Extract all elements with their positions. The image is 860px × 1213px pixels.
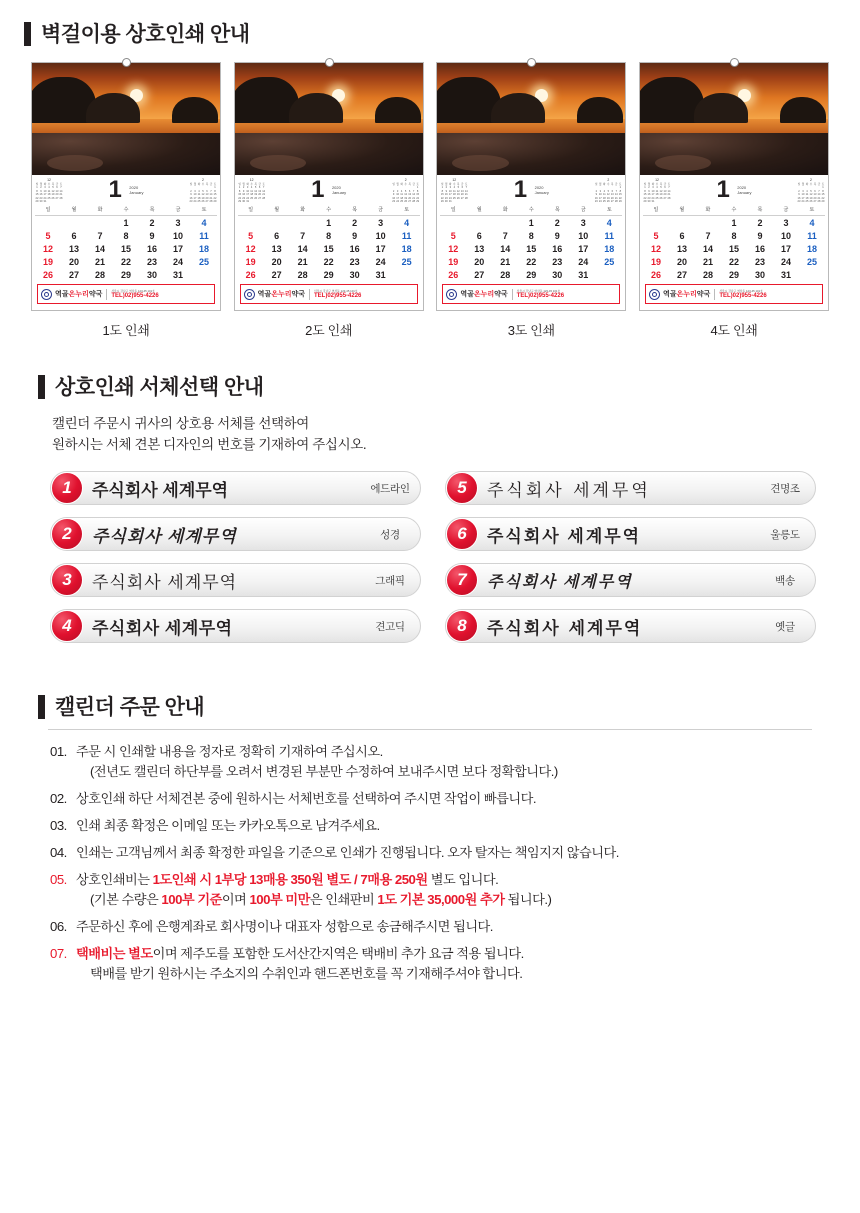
item-number: 02. <box>50 791 67 807</box>
item-text: 상호인쇄 하단 서체견본 중에 원하시는 서체번호를 선택하여 주시면 작업이 빠릅니다. <box>76 791 537 807</box>
calendar-sample-2 <box>234 62 424 339</box>
font-option-number: 2 <box>51 518 83 550</box>
pharmacy-logo-icon <box>446 289 457 300</box>
mini-month-prev: 12 일 월 화 수 목 금 토 1 2 3 4 5 6 7 8 9 10 11 12 13 14 15 16 17 18 19 20 21 22 23 24 25 26 27 28 29 30 31 <box>238 178 266 204</box>
item-sub-mid-1: 이며 <box>221 892 250 908</box>
item-subtext: 택배를 받기 원하시는 주소지의 수취인과 핸드폰번호를 꼭 기재해주셔야 합니다. <box>90 966 523 982</box>
company-name: 역골온누리약국 <box>257 291 306 299</box>
company-name: 역골온누리약국 <box>55 291 103 299</box>
company-address: 서울시 강남구 역삼동 123-45 101호 <box>719 288 763 293</box>
calendar-card <box>234 62 424 311</box>
font-option-3[interactable] <box>50 563 421 597</box>
sunset-photo <box>640 63 828 175</box>
calendar-sample-1 <box>31 62 221 339</box>
item-number: 07. <box>50 946 67 962</box>
font-option-number: 4 <box>51 610 83 642</box>
font-option-8[interactable] <box>445 609 816 643</box>
item-subtext: (전년도 캘린더 하단부를 오려서 변경된 부분만 수정하여 보내주시면 보다 정확합니다.) <box>90 764 558 780</box>
hanger-hole-icon <box>122 58 131 67</box>
company-tel: TEL)02)955-4226 <box>516 293 565 300</box>
sunset-photo <box>32 63 220 175</box>
section-title: 벽걸이용 상호인쇄 안내 <box>41 22 250 46</box>
font-option-number: 1 <box>51 472 83 504</box>
font-name-label: 에드라인 <box>370 482 410 495</box>
mini-month-prev: 12 일 월 화 수 목 금 토 1 2 3 4 5 6 7 8 9 10 11 12 13 14 15 16 17 18 19 20 21 22 23 24 25 26 27 28 29 30 31 <box>643 178 671 204</box>
mini-month-next: 2 일 월 화 수 목 금 토 1 2 3 4 5 6 7 8 9 10 11 12 13 14 15 16 17 18 19 20 21 22 23 24 25 26 27 28 29 <box>594 178 622 204</box>
company-imprint-box <box>442 284 620 304</box>
font-sample-text: 주식회사 세계무역 <box>92 526 237 546</box>
company-name: 역골온누리약국 <box>662 291 711 299</box>
item-number: 01. <box>50 744 67 760</box>
font-selection-section <box>24 339 836 643</box>
company-tel: TEL)02)955-4226 <box>111 293 159 300</box>
company-tel: TEL)02)955-4226 <box>314 293 362 300</box>
hanger-hole-icon <box>325 58 334 67</box>
item-sub-highlight-1: 100부 기준 <box>161 892 222 908</box>
item-text: 주문하신 후에 은행계좌로 회사명이나 대표자 성함으로 송금해주시면 됩니다. <box>76 919 493 935</box>
font-options-grid <box>38 455 822 643</box>
font-name-label: 견명조 <box>770 482 800 495</box>
item-text-highlight: 택배비는 별도 <box>76 946 153 962</box>
company-name: 역골온누리약국 <box>460 291 508 299</box>
font-name-label: 백송 <box>775 574 795 587</box>
order-guide-item-7 <box>50 944 812 984</box>
font-option-7[interactable] <box>445 563 816 597</box>
mini-month-next: 2 일 월 화 수 목 금 토 1 2 3 4 5 6 7 8 9 10 11 12 13 14 15 16 17 18 19 20 21 22 23 24 25 26 27 28 29 <box>189 178 217 204</box>
order-guide-item-4 <box>50 843 812 863</box>
section-heading-wall-calendar <box>24 0 836 46</box>
item-text-prefix: 상호인쇄비는 <box>76 872 153 888</box>
order-guide-item-2 <box>50 789 812 809</box>
calendar-body <box>235 175 423 310</box>
month-grid: 일 월 화 수 목 금 토 1 2 3 4 5 6 7 8 9 10 11 12 13 14 15 16 17 18 19 20 21 22 23 24 25 26 27 28 29 30 31 <box>440 205 622 281</box>
sunset-photo <box>235 63 423 175</box>
font-option-number: 5 <box>446 472 478 504</box>
item-text: 주문 시 인쇄할 내용을 정자로 정확히 기재하여 주십시오. <box>76 744 383 760</box>
sunset-photo <box>437 63 625 175</box>
font-sample-text: 주식회사 세계무역 <box>487 480 651 501</box>
order-guide-item-3 <box>50 816 812 836</box>
item-number: 03. <box>50 818 67 834</box>
section-heading-order <box>38 687 822 719</box>
month-display: 1 2020 January <box>311 176 347 203</box>
font-sample-text: 주식회사 세계무역 <box>92 480 229 500</box>
font-name-label: 성경 <box>380 528 400 541</box>
font-option-6[interactable] <box>445 517 816 551</box>
month-display: 1 2020 January <box>513 176 549 203</box>
pharmacy-logo-icon <box>41 289 52 300</box>
pharmacy-logo-icon <box>649 289 660 300</box>
section-title: 캘린더 주문 안내 <box>55 695 205 719</box>
item-text-suffix: 이며 제주도를 포함한 도서산간지역은 택배비 추가 요금 적용 됩니다. <box>152 946 524 962</box>
item-sub-mid-2: 은 인쇄판비 <box>309 892 378 908</box>
month-grid: 일 월 화 수 목 금 토 1 2 3 4 5 6 7 8 9 10 11 12 13 14 15 16 17 18 19 20 21 22 23 24 25 26 27 28 29 30 31 <box>35 205 217 281</box>
font-name-label: 울릉도 <box>770 528 800 541</box>
item-number: 06. <box>50 919 67 935</box>
font-option-number: 7 <box>446 564 478 596</box>
heading-bar-icon <box>38 695 45 719</box>
order-guide-item-5 <box>50 870 812 910</box>
font-name-label: 옛글 <box>775 620 795 633</box>
calendar-card <box>639 62 829 311</box>
font-section-description <box>38 405 822 455</box>
calendar-body <box>640 175 828 310</box>
item-sub-highlight-3: 1도 기본 35,000원 추가 <box>377 892 505 908</box>
font-option-2[interactable] <box>50 517 421 551</box>
item-sub-highlight-2: 100부 미만 <box>249 892 310 908</box>
calendar-card <box>31 62 221 311</box>
font-sample-text: 주식회사 세계무역 <box>92 618 233 638</box>
company-imprint-box <box>37 284 215 304</box>
heading-bar-icon <box>24 22 31 46</box>
calendar-sample-3 <box>436 62 626 339</box>
item-text-suffix: 별도 입니다. <box>427 872 499 888</box>
font-sample-text: 주식회사 세계무역 <box>92 572 238 592</box>
month-display: 1 2020 January <box>108 176 144 203</box>
order-guide-item-6 <box>50 917 812 937</box>
month-grid: 일 월 화 수 목 금 토 1 2 3 4 5 6 7 8 9 10 11 12 13 14 15 16 17 18 19 20 21 22 23 24 25 26 27 28 29 30 31 <box>643 205 825 281</box>
pharmacy-logo-icon <box>244 289 255 300</box>
calendar-caption: 1도 인쇄 <box>102 323 150 339</box>
item-text: 인쇄 최종 확정은 이메일 또는 카카오톡으로 남겨주세요. <box>76 818 380 834</box>
mini-month-prev: 12 일 월 화 수 목 금 토 1 2 3 4 5 6 7 8 9 10 11 12 13 14 15 16 17 18 19 20 21 22 23 24 25 26 27 28 29 30 31 <box>35 178 63 204</box>
company-imprint-box <box>240 284 418 304</box>
font-sample-text: 주식회사 세계무역 <box>487 618 643 639</box>
font-option-number: 3 <box>51 564 83 596</box>
company-address: 서울시 강남구 역삼동 123-45 101호 <box>516 288 561 293</box>
company-tel: TEL)02)955-4226 <box>719 293 767 300</box>
mini-month-next: 2 일 월 화 수 목 금 토 1 2 3 4 5 6 7 8 9 10 11 12 13 14 15 16 17 18 19 20 21 22 23 24 25 26 27 28 29 <box>392 178 420 204</box>
calendar-caption: 3도 인쇄 <box>507 323 555 339</box>
item-sub-prefix: (기본 수량은 <box>90 892 162 908</box>
month-grid: 일 월 화 수 목 금 토 1 2 3 4 5 6 7 8 9 10 11 12 13 14 15 16 17 18 19 20 21 22 23 24 25 26 27 28 29 30 31 <box>238 205 420 281</box>
section-title: 상호인쇄 서체선택 안내 <box>55 375 264 399</box>
desc-line-1: 캘린더 주문시 귀사의 상호용 서체를 선택하여 <box>52 416 309 432</box>
item-number: 05. <box>50 872 67 888</box>
desc-line-2: 원하시는 서체 견본 디자인의 번호를 기재하여 주십시오. <box>52 437 367 453</box>
company-address: 서울시 강남구 역삼동 123-45 101호 <box>111 288 155 293</box>
heading-bar-icon <box>38 375 45 399</box>
order-guide-list <box>38 730 822 984</box>
mini-month-prev: 12 일 월 화 수 목 금 토 1 2 3 4 5 6 7 8 9 10 11 12 13 14 15 16 17 18 19 20 21 22 23 24 25 26 27 28 29 30 31 <box>440 178 468 204</box>
font-option-4[interactable] <box>50 609 421 643</box>
calendar-samples-row <box>24 52 836 339</box>
calendar-sample-4 <box>639 62 829 339</box>
order-guide-item-1 <box>50 742 812 782</box>
font-name-label: 그래픽 <box>375 574 405 587</box>
company-imprint-box <box>645 284 823 304</box>
font-sample-text: 주식회사 세계무역 <box>487 526 642 546</box>
order-guide-section <box>24 643 836 984</box>
month-display: 1 2020 January <box>716 176 752 203</box>
item-sub-suffix: 됩니다.) <box>504 892 552 908</box>
item-number: 04. <box>50 845 67 861</box>
font-option-number: 8 <box>446 610 478 642</box>
hanger-hole-icon <box>730 58 739 67</box>
calendar-caption: 2도 인쇄 <box>305 323 353 339</box>
calendar-caption: 4도 인쇄 <box>710 323 758 339</box>
company-address: 서울시 강남구 역삼동 123-45 101호 <box>314 288 358 293</box>
item-text-highlight: 1도인쇄 시 1부당 13매용 350원 별도 / 7매용 250원 <box>152 872 428 888</box>
section-heading-fonts <box>38 365 822 399</box>
calendar-body <box>32 175 220 310</box>
mini-month-next: 2 일 월 화 수 목 금 토 1 2 3 4 5 6 7 8 9 10 11 12 13 14 15 16 17 18 19 20 21 22 23 24 25 26 27 28 29 <box>797 178 825 204</box>
font-sample-text: 주식회사 세계무역 <box>487 573 633 591</box>
calendar-body <box>437 175 625 310</box>
font-option-1[interactable] <box>50 471 421 505</box>
calendar-card <box>436 62 626 311</box>
font-option-number: 6 <box>446 518 478 550</box>
item-text: 인쇄는 고객님께서 최종 확정한 파일을 기준으로 인쇄가 진행됩니다. 오자 탈자는 책임지지 않습니다. <box>76 845 619 861</box>
font-name-label: 견고딕 <box>375 620 405 633</box>
font-option-5[interactable] <box>445 471 816 505</box>
